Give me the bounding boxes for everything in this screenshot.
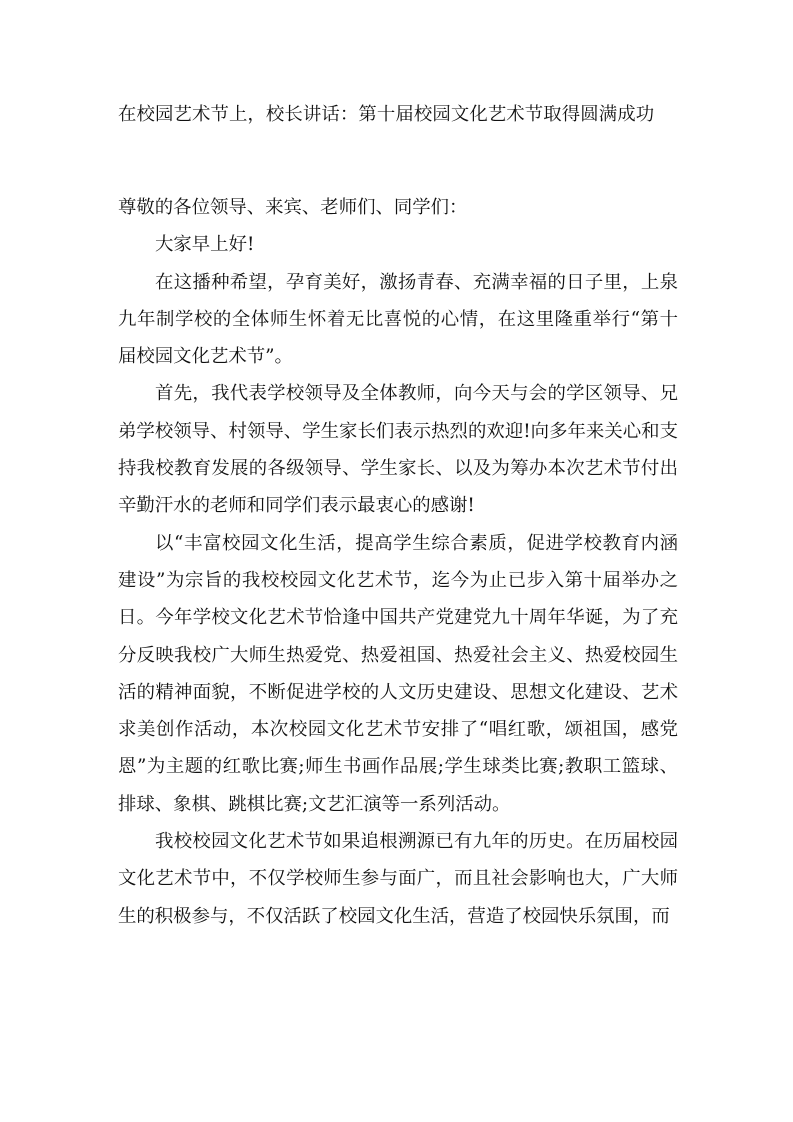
document-title: 在校园艺术节上，校长讲话：第十届校园文化艺术节取得圆满成功 — [118, 104, 655, 125]
paragraph-festival-history: 我校校园文化艺术节如果追根溯源已有九年的历史。在历届校园文化艺术节中，不仅学校师生参与面广，而且社会影响也大，广大师生的积极参与，不仅活跃了校园文化生活，营造了校园快乐氛围，而 — [118, 831, 678, 927]
document-body — [118, 189, 678, 935]
salutation: 尊敬的各位领导、来宾、老师们、同学们： — [118, 197, 468, 218]
paragraph-greeting: 大家早上好! — [155, 234, 255, 256]
paragraph-festival-purpose: 以“丰富校园文化生活，提高学生综合素质，促进学校教育内涵建设”为宗旨的我校校园文化艺术节，迄今为止已步入第十届举办之日。今年学校文化艺术节恰逢中国共产党建党九十周年华诞，为了充分反映我校广大师生热爱党、热爱祖国、热爱社会主义、热爱校园生活的精神面貌，不断促进学校的人文历史建设、思想文化建设、艺术求美创作活动，本次校园文化艺术节安排了“唱红歌，颂祖国，感党恩”为主题的红歌比赛;师生书画作品展;学生球类比赛;教职工篮球、排球、象棋、跳棋比赛;文艺汇演等一系列活动。 — [118, 532, 678, 815]
paragraph-opening: 在这播种希望，孕育美好，激扬青春、充满幸福的日子里，上泉九年制学校的全体师生怀着无比喜悦的心情，在这里隆重举行“第十届校园文化艺术节”。 — [118, 271, 678, 368]
paragraph-welcome-thanks: 首先，我代表学校领导及全体教师，向今天与会的学区领导、兄弟学校领导、村领导、学生家长们表示热烈的欢迎!向多年来关心和支持我校教育发展的各级领导、学生家长、以及为筹办本次艺术节付出辛勤汗水的老师和同学们表示最衷心的感谢! — [118, 383, 678, 517]
